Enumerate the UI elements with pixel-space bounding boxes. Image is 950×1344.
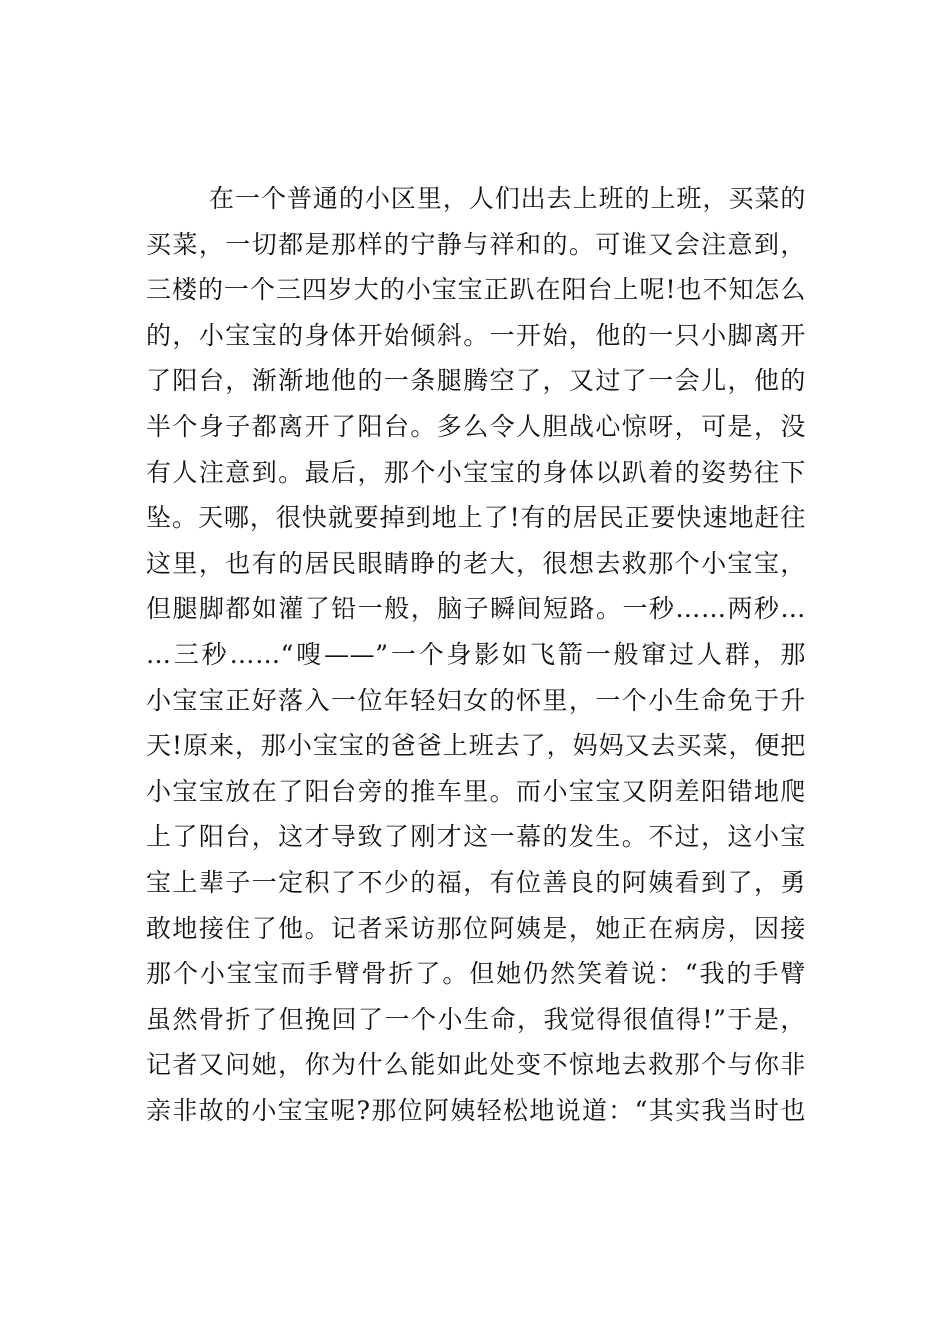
text-line-1: 在一个普通的小区里，人们出去上班的上班，买菜的 [209,184,806,213]
text-line-10: 但腿脚都如灌了铅一般，脑子瞬间短路。一秒……两秒… [146,594,806,624]
text-line-6: 半个身子都离开了阳台。多么令人胆战心惊呀，可是，没 [146,411,806,441]
text-line-2: 买菜，一切都是那样的宁静与祥和的。可谁又会注意到， [146,229,806,259]
text-line-5: 了阳台，渐渐地他的一条腿腾空了，又过了一会儿，他的 [146,366,806,396]
text-line-3: 三楼的一个三四岁大的小宝宝正趴在阳台上呢!也不知怎么 [146,275,806,305]
text-line-20: 记者又问她，你为什么能如此处变不惊地去救那个与你非 [146,1050,806,1080]
text-line-9: 这里，也有的居民眼睛睁的老大，很想去救那个小宝宝， [146,548,806,578]
article-paragraph [146,176,806,1133]
text-line-14: 小宝宝放在了阳台旁的推车里。而小宝宝又阴差阳错地爬 [146,776,806,806]
text-line-17: 敢地接住了他。记者采访那位阿姨是，她正在病房，因接 [146,913,806,943]
text-line-19: 虽然骨折了但挽回了一个小生命，我觉得很值得!”于是， [146,1004,806,1034]
text-line-16: 宝上辈子一定积了不少的福，有位善良的阿姨看到了，勇 [146,867,806,897]
text-line-11: …三秒……“嗖——”一个身影如飞箭一般窜过人群，那 [146,639,806,669]
text-line-21: 亲非故的小宝宝呢?那位阿姨轻松地说道：“其实我当时也 [146,1095,806,1125]
text-line-4: 的，小宝宝的身体开始倾斜。一开始，他的一只小脚离开 [146,320,806,350]
text-line-15: 上了阳台，这才导致了刚才这一幕的发生。不过，这小宝 [146,822,806,852]
text-line-18: 那个小宝宝而手臂骨折了。但她仍然笑着说：“我的手臂 [146,959,806,989]
text-line-7: 有人注意到。最后，那个小宝宝的身体以趴着的姿势往下 [146,457,806,487]
text-line-8: 坠。天哪，很快就要掉到地上了!有的居民正要快速地赶往 [146,503,806,533]
text-line-13: 天!原来，那小宝宝的爸爸上班去了，妈妈又去买菜，便把 [146,731,806,761]
text-line-12: 小宝宝正好落入一位年轻妇女的怀里，一个小生命免于升 [146,685,806,715]
